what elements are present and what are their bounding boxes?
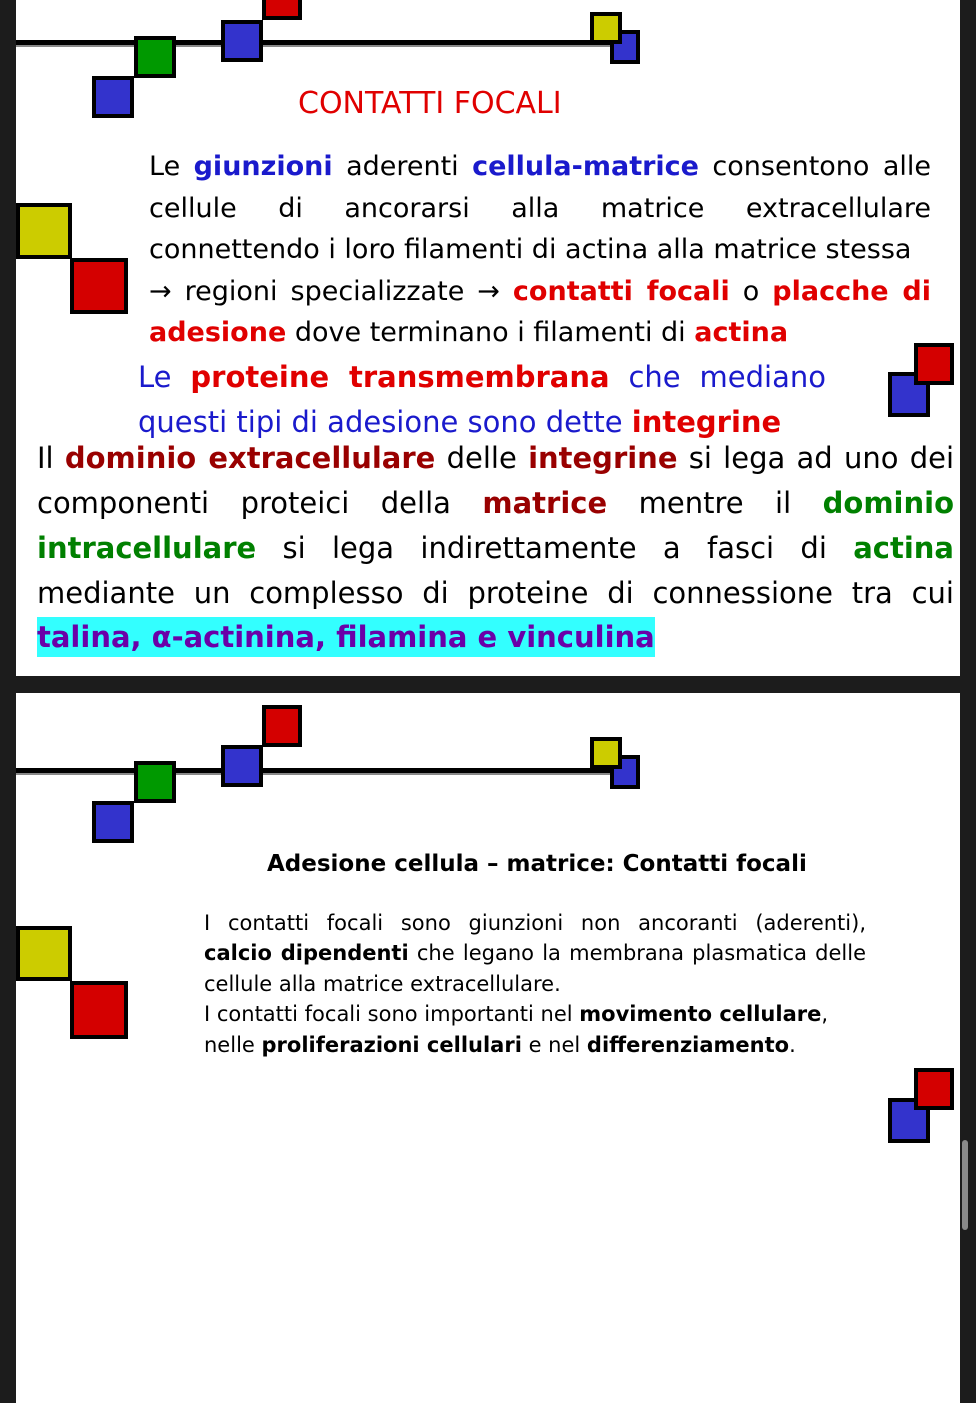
- text-line: cellule di ancorarsi alla matrice extracellulare: [149, 193, 931, 224]
- red-square-decoration: [262, 705, 302, 747]
- text-line: mediante un complesso di proteine di connessione tra cui: [37, 576, 954, 610]
- yellow-square-decoration: [16, 926, 72, 981]
- text-line: nelle proliferazioni cellulari e nel differenziamento.: [204, 1033, 796, 1057]
- decorative-rail: [16, 40, 636, 45]
- yellow-square-decoration: [16, 203, 72, 259]
- text-line: I contatti focali sono importanti nel movimento cellulare,: [204, 1002, 829, 1026]
- text-line: intracellulare si lega indirettamente a fasci di actina: [37, 531, 954, 565]
- green-square-decoration: [134, 36, 176, 78]
- scrollbar[interactable]: [962, 1140, 968, 1230]
- text-line: cellule alla matrice extracellulare.: [204, 972, 561, 996]
- blue-square-decoration: [92, 76, 134, 118]
- yellow-square-decoration: [590, 12, 622, 44]
- text-line: componenti proteici della matrice mentre il dominio: [37, 486, 954, 520]
- blue-square-decoration: [221, 20, 263, 62]
- text-line: Il dominio extracellulare delle integrine si lega ad uno dei: [37, 441, 955, 475]
- text-line: I contatti focali sono giunzioni non ancoranti (aderenti),: [204, 911, 866, 935]
- text-line: Le proteine transmembrana che mediano: [138, 360, 826, 394]
- red-square-decoration: [914, 1068, 954, 1110]
- red-square-decoration: [70, 258, 128, 314]
- slide-title: Adesione cellula – matrice: Contatti focali: [267, 851, 807, 877]
- red-square-decoration: [70, 981, 128, 1039]
- red-square-decoration: [914, 343, 954, 385]
- red-square-decoration: [262, 0, 302, 20]
- highlighted-protein-list: talina, α-actinina, filamina e vinculina: [37, 616, 655, 658]
- slide-adesione-cellula-matrice: [16, 693, 960, 1403]
- text-line: Le giunzioni aderenti cellula-matrice consentono alle: [149, 151, 932, 182]
- text-line: calcio dipendenti che legano la membrana plasmatica delle: [204, 941, 867, 965]
- green-square-decoration: [134, 761, 176, 803]
- text-line: → regioni specializzate → contatti focali o placche di: [149, 276, 932, 307]
- slide-contatti-focali: [16, 0, 960, 676]
- blue-square-decoration: [221, 745, 263, 787]
- yellow-square-decoration: [590, 737, 622, 769]
- text-line: adesione dove terminano i filamenti di actina: [149, 317, 789, 348]
- decorative-rail: [16, 768, 636, 773]
- text-line: connettendo i loro filamenti di actina alla matrice stessa: [149, 234, 912, 265]
- text-line: questi tipi di adesione sono dette integrine: [138, 405, 782, 439]
- blue-square-decoration: [92, 801, 134, 843]
- slide-title: CONTATTI FOCALI: [298, 86, 562, 121]
